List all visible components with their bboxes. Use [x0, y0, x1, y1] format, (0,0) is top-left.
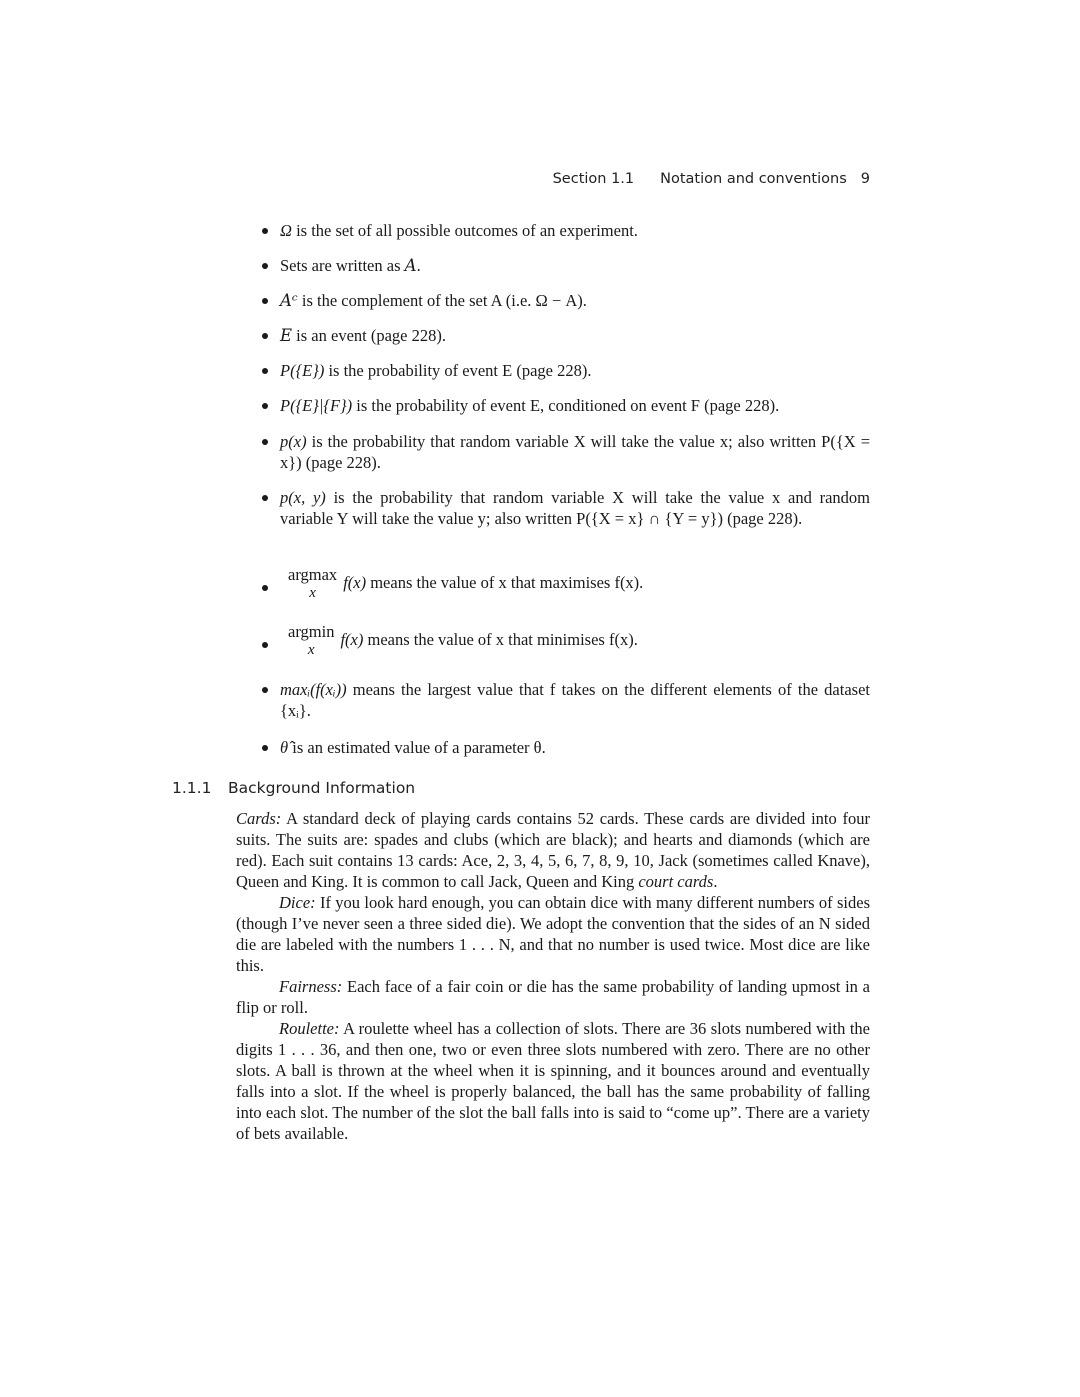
header-section: Section 1.1 [552, 171, 635, 187]
paragraph-fairness: Fairness: Each face of a fair coin or die has the same probability of landing upmost in a flip or roll. [236, 977, 870, 1017]
bullet-icon [262, 642, 268, 648]
bullet-icon [262, 495, 268, 501]
math-symbol: θ̂ [280, 738, 289, 757]
math-symbol: f(x) [343, 572, 367, 592]
list-item: θ̂ is an estimated value of a parameter θ. [258, 737, 870, 758]
list-item: Aᶜ is the complement of the set A (i.e. Ω − A). [258, 290, 870, 311]
math-symbol: Ω [280, 221, 292, 240]
math-symbol: E [280, 326, 293, 345]
math-symbol: p(x) [280, 432, 307, 451]
list-item: Ω is the set of all possible outcomes of an experiment. [258, 220, 870, 241]
subsection-title: Background Information [228, 779, 416, 797]
bullet-icon [262, 687, 268, 693]
argmin-operator: argmin x [288, 622, 335, 658]
paragraph-cards: Cards: A standard deck of playing cards contains 52 cards. These cards are divided into four suits. The suits are: spades and clubs (which are black); and hearts and diamonds (which are red). Each suit contains 13 cards: Ace, 2, 3, 4, 5, 6, 7, 8, 9, 10, Jack (sometimes called Knave), Queen and King. It is common to call Jack, Queen and King court cards. [236, 809, 870, 891]
page-number: 9 [860, 171, 870, 187]
argmax-operator: argmax x [288, 565, 338, 601]
math-symbol: maxᵢ(f(xᵢ)) [280, 680, 347, 699]
running-header [540, 171, 870, 187]
bullet-icon [262, 368, 268, 374]
list-item: Sets are written as A. [258, 255, 870, 276]
subsection-number: 1.1.1 [172, 779, 212, 797]
body-text [236, 808, 870, 1144]
math-symbol: A [404, 256, 417, 275]
paragraph-roulette: Roulette: A roulette wheel has a collection of slots. There are 36 slots numbered with the digits 1 . . . 36, and then one, two or even three slots numbered with zero. There are no other slots. A ball is thrown at the wheel when it is spinning, and it bounces around and eventually falls into a slot. If the wheel is properly balanced, the ball has the same probability of falling into each slot. The number of the slot the ball falls into is said to “come up”. There are a variety of bets available. [236, 1019, 870, 1143]
list-item: E is an event (page 228). [258, 325, 870, 346]
list-item: argmax x f(x) means the value of x that maximises f(x). [258, 566, 870, 602]
list-item: P({E}) is the probability of event E (page 228). [258, 360, 870, 381]
list-item: maxᵢ(f(xᵢ)) means the largest value that f takes on the different elements of the dataset {xᵢ}. [258, 679, 870, 721]
math-symbol: P({E}|{F}) [280, 396, 353, 415]
math-symbol: p(x, y) [280, 488, 326, 507]
list-item: p(x) is the probability that random variable X will take the value x; also written P({X = x}) (page 228). [258, 431, 870, 473]
subsection-heading [172, 779, 415, 797]
math-symbol: Aᶜ [280, 291, 298, 310]
bullet-icon [262, 403, 268, 409]
list-item: P({E}|{F}) is the probability of event E, conditioned on event F (page 228). [258, 395, 870, 416]
math-symbol: P({E}) [280, 361, 325, 380]
bullet-icon [262, 228, 268, 234]
math-symbol: f(x) [340, 629, 364, 649]
paragraph-dice: Dice: If you look hard enough, you can obtain dice with many different numbers of sides (though I’ve never seen a three sided die). We adopt the convention that the sides of an N sided die are labeled with the numbers 1 . . . N, and that no number is used twice. Most dice are like this. [236, 893, 870, 975]
list-item: p(x, y) is the probability that random variable X will take the value x and random variable Y will take the value y; also written P({X = x} ∩ {Y = y}) (page 228). [258, 487, 870, 529]
bullet-icon [262, 333, 268, 339]
bullet-icon [262, 263, 268, 269]
bullet-icon [262, 439, 268, 445]
header-title: Notation and conventions [660, 171, 847, 187]
bullet-icon [262, 585, 268, 591]
bullet-icon [262, 745, 268, 751]
bullet-icon [262, 298, 268, 304]
list-item: argmin x f(x) means the value of x that minimises f(x). [258, 623, 870, 659]
